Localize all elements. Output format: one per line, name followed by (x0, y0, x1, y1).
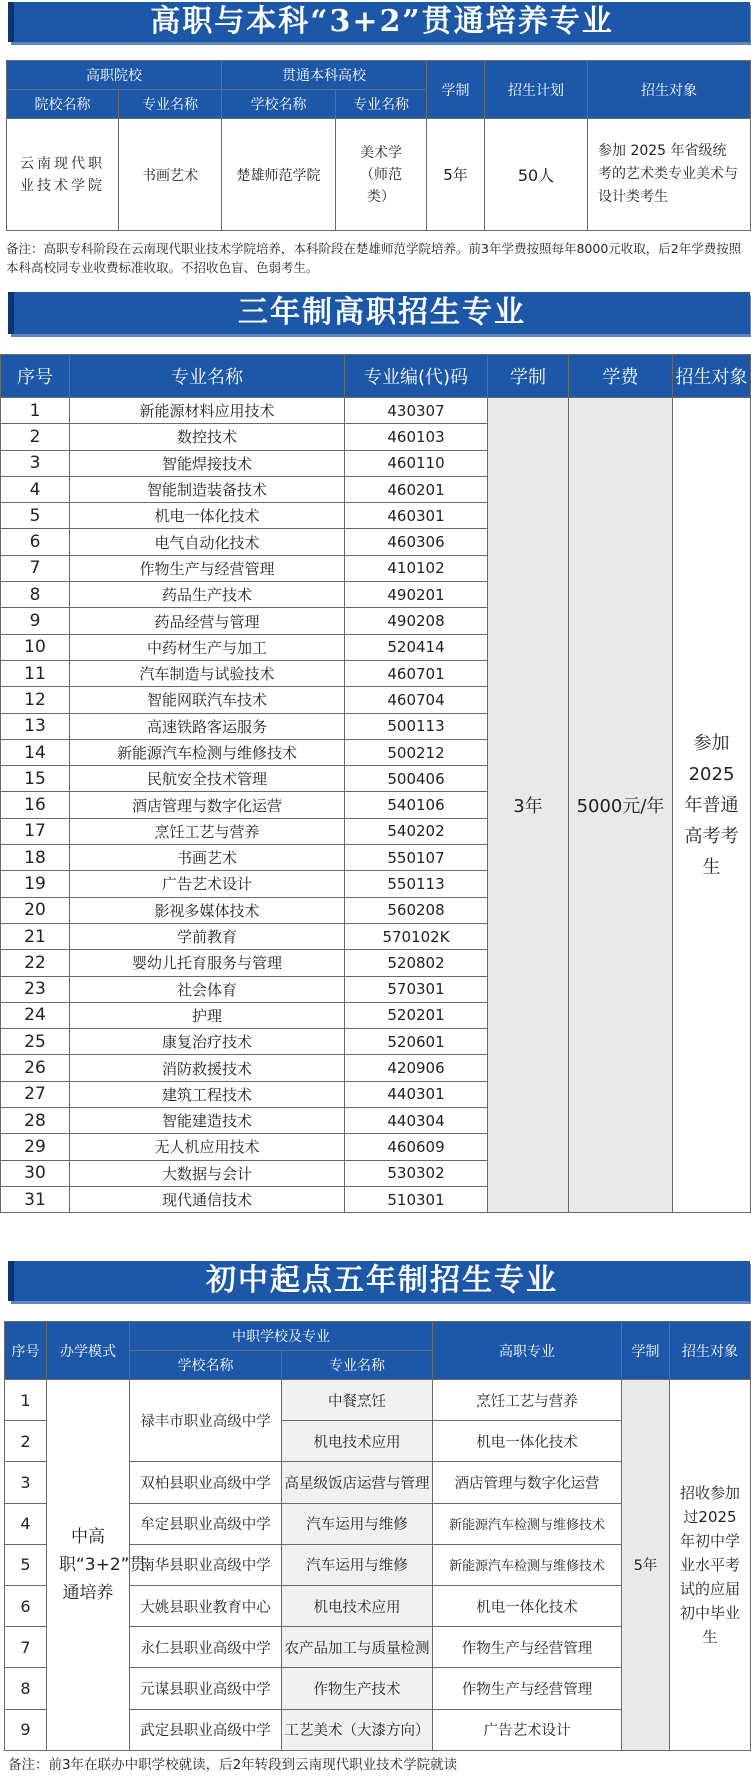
row-major: 作物生产技术 (282, 1668, 433, 1709)
row-code: 520414 (345, 634, 488, 660)
row-school: 禄丰市职业高级中学 (130, 1380, 282, 1462)
row-index: 11 (1, 660, 70, 686)
row-major: 新能源汽车检测与维修技术 (70, 739, 345, 765)
row-index: 3 (5, 1462, 47, 1503)
row-school: 双柏县职业高级中学 (130, 1462, 282, 1503)
row-index: 15 (1, 766, 70, 792)
cell-target: 参加 2025 年省级统考的艺术类专业美术与设计类考生 (588, 119, 751, 231)
row-index: 4 (5, 1503, 47, 1544)
row-index: 9 (1, 608, 70, 634)
row-code: 460609 (345, 1134, 488, 1160)
section3-title: 初中起点五年制招生专业 (206, 1263, 558, 1298)
row-index: 21 (1, 923, 70, 949)
duration-cell: 3年 (488, 398, 569, 1213)
row-school: 南华县职业高级中学 (130, 1544, 282, 1585)
header-code: 专业编(代)码 (345, 355, 488, 398)
section1-note: 备注：高职专科阶段在云南现代职业技术学院培养，本科阶段在楚雄师范学院培养。前3年学费按照每年8000元收取，后2年学费按照本科高校同专业收费标准收取。不招收色盲、色弱考生。 (6, 241, 742, 275)
row-code: 460701 (345, 660, 488, 686)
row-code: 500113 (345, 713, 488, 739)
row-index: 8 (5, 1668, 47, 1709)
row-index: 9 (5, 1709, 47, 1750)
row-code: 520201 (345, 1002, 488, 1028)
row-code: 460103 (345, 424, 488, 450)
row-code: 540202 (345, 818, 488, 844)
section1-title: 高职与本科“3+2”贯通培养专业 (150, 4, 614, 39)
header-school-name: 学校名称 (130, 1351, 282, 1380)
row-index: 5 (5, 1544, 47, 1585)
row-index: 8 (1, 582, 70, 608)
row-college-major: 广告艺术设计 (433, 1709, 622, 1750)
row-code: 520802 (345, 950, 488, 976)
row-index: 20 (1, 897, 70, 923)
header-major-name: 专业名称 (282, 1351, 433, 1380)
header-vocational-college: 高职院校 (7, 61, 222, 90)
row-major: 智能制造装备技术 (70, 476, 345, 502)
header-duration: 学制 (427, 61, 485, 119)
row-code: 460301 (345, 503, 488, 529)
header-target: 招生对象 (670, 1322, 751, 1380)
row-school: 大姚县职业教育中心 (130, 1585, 282, 1626)
row-major: 民航安全技术管理 (70, 766, 345, 792)
row-index: 14 (1, 739, 70, 765)
row-school: 武定县职业高级中学 (130, 1709, 282, 1750)
row-index: 27 (1, 1081, 70, 1107)
cell-duration: 5年 (427, 119, 485, 231)
row-index: 2 (1, 424, 70, 450)
row-major: 智能建造技术 (70, 1108, 345, 1134)
row-index: 7 (5, 1627, 47, 1668)
row-index: 5 (1, 503, 70, 529)
row-major: 汽车制造与试验技术 (70, 660, 345, 686)
row-index: 25 (1, 1029, 70, 1055)
row-code: 490201 (345, 582, 488, 608)
cell-univ-major: 美术学（师范类） (336, 119, 427, 231)
row-major: 高速铁路客运服务 (70, 713, 345, 739)
row-major: 康复治疗技术 (70, 1029, 345, 1055)
row-index: 28 (1, 1108, 70, 1134)
row-college-major: 机电一体化技术 (433, 1421, 622, 1462)
row-index: 30 (1, 1160, 70, 1186)
row-code: 460110 (345, 450, 488, 476)
header-target: 招生对象 (673, 355, 751, 398)
row-index: 4 (1, 476, 70, 502)
row-code: 540106 (345, 792, 488, 818)
row-index: 12 (1, 687, 70, 713)
row-code: 510301 (345, 1186, 488, 1212)
row-major: 机电技术应用 (282, 1585, 433, 1626)
header-enrollment-plan: 招生计划 (485, 61, 588, 119)
row-index: 29 (1, 1134, 70, 1160)
section3-note: 备注：前3年在联办中职学校就读，后2年转段到云南现代职业技术学院就读 (8, 1757, 458, 1773)
row-index: 1 (5, 1380, 47, 1421)
row-major: 汽车运用与维修 (282, 1503, 433, 1544)
row-major: 建筑工程技术 (70, 1081, 345, 1107)
row-major: 现代通信技术 (70, 1186, 345, 1212)
row-code: 560208 (345, 897, 488, 923)
row-major: 工艺美术（大漆方向） (282, 1709, 433, 1750)
row-major: 酒店管理与数字化运营 (70, 792, 345, 818)
fee-cell: 5000元/年 (569, 398, 673, 1213)
row-code: 440304 (345, 1108, 488, 1134)
target-cell: 招收参加过2025年初中学业水平考试的应届初中毕业生 (670, 1380, 751, 1751)
header-duration: 学制 (488, 355, 569, 398)
row-college-major: 新能源汽车检测与维修技术 (433, 1544, 622, 1585)
row-index: 23 (1, 976, 70, 1002)
row-major: 智能网联汽车技术 (70, 687, 345, 713)
row-index: 17 (1, 818, 70, 844)
row-major: 护理 (70, 1002, 345, 1028)
row-major: 作物生产与经营管理 (70, 555, 345, 581)
row-code: 490208 (345, 608, 488, 634)
row-index: 26 (1, 1055, 70, 1081)
row-major: 新能源材料应用技术 (70, 398, 345, 424)
row-college-major: 机电一体化技术 (433, 1585, 622, 1626)
row-major: 社会体育 (70, 976, 345, 1002)
row-major: 智能焊接技术 (70, 450, 345, 476)
row-college-major: 作物生产与经营管理 (433, 1668, 622, 1709)
header-undergrad-college: 贯通本科高校 (222, 61, 427, 90)
row-code: 460306 (345, 529, 488, 555)
row-major: 机电一体化技术 (70, 503, 345, 529)
cell-univ: 楚雄师范学院 (222, 119, 336, 231)
row-code: 420906 (345, 1055, 488, 1081)
row-major: 中药材生产与加工 (70, 634, 345, 660)
row-index: 1 (1, 398, 70, 424)
row-major: 广告艺术设计 (70, 871, 345, 897)
row-major: 机电技术应用 (282, 1421, 433, 1462)
row-college-major: 作物生产与经营管理 (433, 1627, 622, 1668)
row-code: 440301 (345, 1081, 488, 1107)
row-code: 550113 (345, 871, 488, 897)
row-major: 农产品加工与质量检测 (282, 1627, 433, 1668)
row-major: 学前教育 (70, 923, 345, 949)
row-major: 药品经营与管理 (70, 608, 345, 634)
row-index: 31 (1, 1186, 70, 1212)
row-major: 无人机应用技术 (70, 1134, 345, 1160)
header-major: 专业名称 (70, 355, 345, 398)
row-code: 500212 (345, 739, 488, 765)
header-mode: 办学模式 (47, 1322, 130, 1380)
row-major: 烹饪工艺与营养 (70, 818, 345, 844)
header-major-name: 专业名称 (119, 90, 222, 119)
row-school: 牟定县职业高级中学 (130, 1503, 282, 1544)
row-index: 13 (1, 713, 70, 739)
table-row (5, 1380, 751, 1421)
row-college-major: 新能源汽车检测与维修技术 (433, 1503, 622, 1544)
row-school: 元谋县职业高级中学 (130, 1668, 282, 1709)
header-school-name: 院校名称 (7, 90, 119, 119)
row-college-major: 烹饪工艺与营养 (433, 1380, 622, 1421)
section1-banner (8, 2, 750, 42)
row-code: 570102K (345, 923, 488, 949)
row-index: 7 (1, 555, 70, 581)
header-univ-major: 专业名称 (336, 90, 427, 119)
row-major: 电气自动化技术 (70, 529, 345, 555)
row-code: 520601 (345, 1029, 488, 1055)
header-index: 序号 (1, 355, 70, 398)
header-target: 招生对象 (588, 61, 751, 119)
target-cell: 参加2025年普通高考考生 (673, 398, 751, 1213)
section2-table (0, 354, 751, 1213)
row-index: 6 (1, 529, 70, 555)
section1-table (6, 60, 751, 231)
section3-banner (8, 1261, 750, 1301)
row-major: 影视多媒体技术 (70, 897, 345, 923)
row-code: 460704 (345, 687, 488, 713)
row-code: 530302 (345, 1160, 488, 1186)
header-fee: 学费 (569, 355, 673, 398)
row-index: 22 (1, 950, 70, 976)
row-code: 460201 (345, 476, 488, 502)
row-code: 500406 (345, 766, 488, 792)
row-major: 高星级饭店运营与管理 (282, 1462, 433, 1503)
section2-title: 三年制高职招生专业 (238, 295, 526, 330)
row-major: 中餐烹饪 (282, 1380, 433, 1421)
row-major: 数控技术 (70, 424, 345, 450)
header-index: 序号 (5, 1322, 47, 1380)
cell-major: 书画艺术 (119, 119, 222, 231)
row-index: 6 (5, 1585, 47, 1626)
row-major: 婴幼儿托育服务与管理 (70, 950, 345, 976)
row-code: 410102 (345, 555, 488, 581)
header-middle-school-group: 中职学校及专业 (130, 1322, 433, 1351)
mode-cell: 中高职“3+2”贯通培养 (47, 1380, 130, 1751)
row-code: 570301 (345, 976, 488, 1002)
row-code: 430307 (345, 398, 488, 424)
header-duration: 学制 (622, 1322, 670, 1380)
table-row (1, 398, 751, 424)
cell-school: 云南现代职业技术学院 (7, 119, 119, 231)
row-major: 汽车运用与维修 (282, 1544, 433, 1585)
row-code: 550107 (345, 845, 488, 871)
row-index: 2 (5, 1421, 47, 1462)
row-index: 3 (1, 450, 70, 476)
header-univ-name: 学校名称 (222, 90, 336, 119)
row-index: 10 (1, 634, 70, 660)
row-index: 18 (1, 845, 70, 871)
row-major: 药品生产技术 (70, 582, 345, 608)
header-college-major: 高职专业 (433, 1322, 622, 1380)
row-college-major: 酒店管理与数字化运营 (433, 1462, 622, 1503)
row-index: 19 (1, 871, 70, 897)
row-major: 消防救援技术 (70, 1055, 345, 1081)
duration-cell: 5年 (622, 1380, 670, 1751)
cell-plan: 50人 (485, 119, 588, 231)
row-index: 16 (1, 792, 70, 818)
section3-table (4, 1321, 751, 1751)
row-major: 大数据与会计 (70, 1160, 345, 1186)
row-index: 24 (1, 1002, 70, 1028)
section2-banner (8, 292, 750, 334)
row-major: 书画艺术 (70, 845, 345, 871)
row-school: 永仁县职业高级中学 (130, 1627, 282, 1668)
